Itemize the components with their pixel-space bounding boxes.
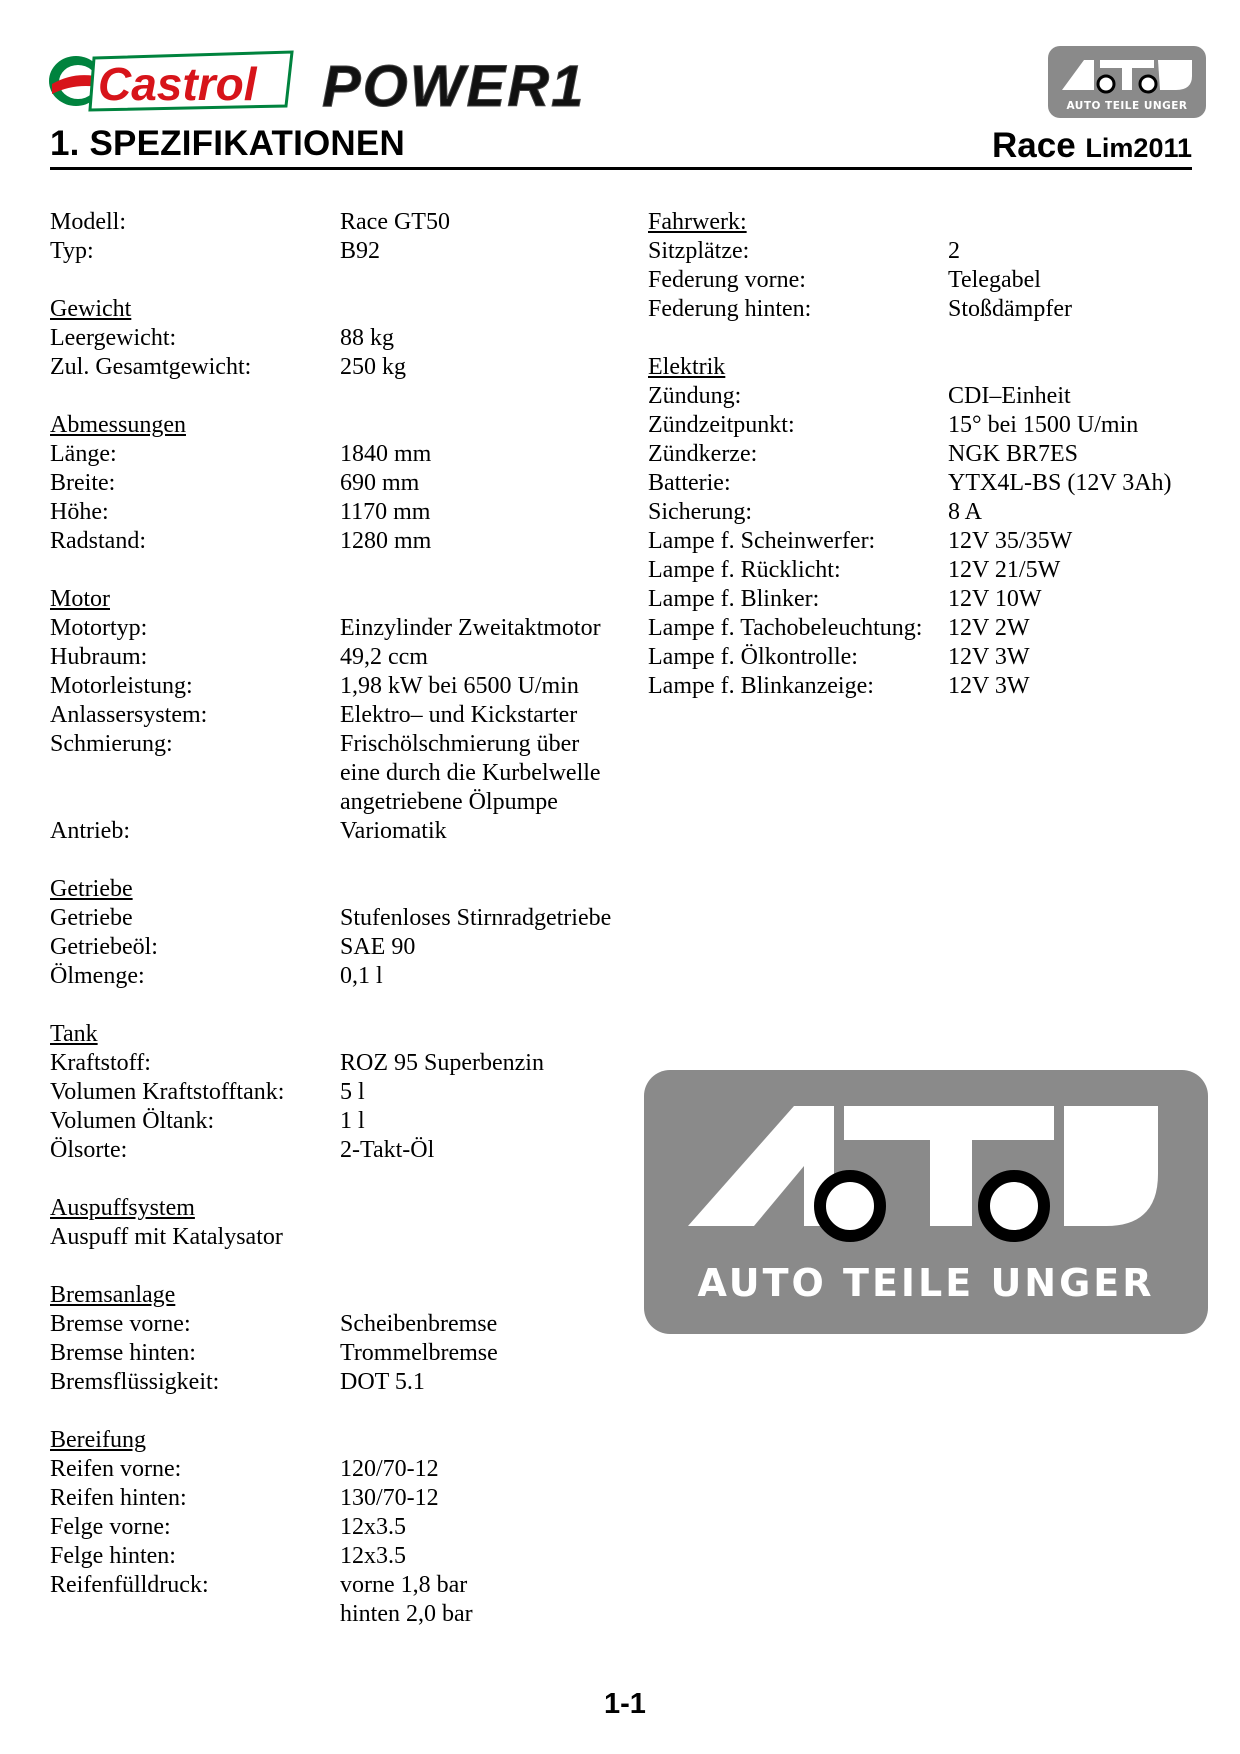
- spec-value: Elektro– und Kickstarter: [340, 702, 578, 728]
- heading-rule: [50, 167, 1192, 170]
- spec-row: [648, 643, 1208, 672]
- spec-row: [50, 1484, 650, 1513]
- section-heading: Auspuffsystem: [50, 1195, 195, 1221]
- model-tag: [992, 126, 1192, 166]
- spec-label: Bremse vorne:: [50, 1311, 191, 1337]
- spec-row: [648, 382, 1208, 411]
- spec-value: DOT 5.1: [340, 1369, 425, 1395]
- spec-row: [648, 411, 1208, 440]
- spec-label: Zündkerze:: [648, 441, 758, 467]
- power1-logo: [318, 52, 608, 114]
- svg-text:AUTO TEILE UNGER: AUTO TEILE UNGER: [1066, 100, 1188, 112]
- svg-text:AUTO TEILE UNGER: AUTO TEILE UNGER: [697, 1261, 1155, 1305]
- spec-value: 12x3.5: [340, 1514, 406, 1540]
- spec-value: ROZ 95 Superbenzin: [340, 1050, 544, 1076]
- spec-value: SAE 90: [340, 934, 416, 960]
- spec-row: [648, 469, 1208, 498]
- spec-label: Zündzeitpunkt:: [648, 412, 795, 438]
- spec-label: Zul. Gesamtgewicht:: [50, 354, 252, 380]
- section-heading: Bremsanlage: [50, 1282, 176, 1308]
- spec-value: 0,1 l: [340, 963, 383, 989]
- spec-value: 1 l: [340, 1108, 365, 1134]
- spec-row: [648, 556, 1208, 585]
- spec-row: [50, 527, 650, 556]
- spec-value: Trommelbremse: [340, 1340, 498, 1366]
- spec-label: Anlassersystem:: [50, 702, 208, 728]
- spec-row: [648, 440, 1208, 469]
- section-heading: Getriebe: [50, 876, 133, 902]
- castrol-logo: [46, 48, 296, 114]
- spec-label: Reifen hinten:: [50, 1485, 187, 1511]
- spec-label: Federung hinten:: [648, 296, 812, 322]
- spec-label: Leergewicht:: [50, 325, 177, 351]
- spec-label: Länge:: [50, 441, 117, 467]
- spec-value: 1840 mm: [340, 441, 432, 467]
- spec-value: 1,98 kW bei 6500 U/min: [340, 673, 579, 699]
- spec-label: Volumen Öltank:: [50, 1108, 215, 1134]
- spec-label: Felge hinten:: [50, 1543, 176, 1569]
- spec-label: Auspuff mit Katalysator: [50, 1224, 283, 1250]
- spec-value: hinten 2,0 bar: [340, 1601, 473, 1627]
- spec-value: 12V 21/5W: [948, 557, 1061, 583]
- spec-label: Ölmenge:: [50, 963, 145, 989]
- spec-label: Reifenfülldruck:: [50, 1572, 209, 1598]
- spec-row: [50, 614, 650, 643]
- spec-row: [50, 353, 650, 382]
- spec-row: [50, 933, 650, 962]
- spec-label: Sitzplätze:: [648, 238, 750, 264]
- section-heading: Tank: [50, 1021, 98, 1047]
- atu-logo-small: [1048, 46, 1206, 118]
- spec-label: Typ:: [50, 238, 94, 264]
- spec-label: Bremsflüssigkeit:: [50, 1369, 220, 1395]
- spec-label: Höhe:: [50, 499, 109, 525]
- spec-row: [50, 1107, 650, 1136]
- spec-value: 12V 3W: [948, 644, 1030, 670]
- section-heading: Elektrik: [648, 354, 726, 380]
- spec-row: [50, 759, 650, 788]
- model-tag-main: Race: [992, 126, 1076, 165]
- spec-row: [50, 469, 650, 498]
- spec-value: 12x3.5: [340, 1543, 406, 1569]
- spacer: [50, 846, 650, 875]
- spacer: [648, 324, 1208, 353]
- spec-value: 88 kg: [340, 325, 394, 351]
- spec-row: [50, 1542, 650, 1571]
- section-heading: Fahrwerk:: [648, 209, 747, 235]
- spec-value: Telegabel: [948, 267, 1041, 293]
- spacer: [50, 1165, 650, 1194]
- spec-row: [50, 904, 650, 933]
- spec-value: Einzylinder Zweitaktmotor: [340, 615, 601, 641]
- spec-value: vorne 1,8 bar: [340, 1572, 468, 1598]
- spec-label: Kraftstoff:: [50, 1050, 151, 1076]
- spec-row: [50, 1078, 650, 1107]
- spec-row: [50, 701, 650, 730]
- spec-label: Motortyp:: [50, 615, 148, 641]
- spec-value: 1280 mm: [340, 528, 432, 554]
- spec-row: [50, 788, 650, 817]
- spec-label: Modell:: [50, 209, 126, 235]
- spec-label: Zündung:: [648, 383, 742, 409]
- spec-row: [50, 730, 650, 759]
- spec-row: [50, 672, 650, 701]
- spec-column-right: [648, 208, 1208, 701]
- spec-label: Radstand:: [50, 528, 146, 554]
- spec-row: [648, 585, 1208, 614]
- spec-value: B92: [340, 238, 381, 264]
- spec-value: 690 mm: [340, 470, 420, 496]
- spec-value: YTX4L-BS (12V 3Ah): [948, 470, 1172, 496]
- spec-label: Breite:: [50, 470, 116, 496]
- spec-value: angetriebene Ölpumpe: [340, 789, 558, 815]
- spec-value: 5 l: [340, 1079, 365, 1105]
- spec-row: [50, 1600, 650, 1629]
- section-heading: Bereifung: [50, 1427, 146, 1453]
- spec-row: [648, 266, 1208, 295]
- spec-value: 8 A: [948, 499, 983, 525]
- spec-value: Variomatik: [340, 818, 447, 844]
- spacer: [50, 1397, 650, 1426]
- spec-label: Antrieb:: [50, 818, 130, 844]
- svg-text:POWER1: POWER1: [322, 54, 586, 114]
- spec-label: Volumen Kraftstofftank:: [50, 1079, 285, 1105]
- spec-row: [50, 1310, 650, 1339]
- spec-row: [50, 498, 650, 527]
- spec-label: Lampe f. Blinkanzeige:: [648, 673, 874, 699]
- spec-label: Felge vorne:: [50, 1514, 171, 1540]
- spec-row: [648, 295, 1208, 324]
- spec-row: [50, 1513, 650, 1542]
- spec-value: Stoßdämpfer: [948, 296, 1072, 322]
- spec-row: [50, 1049, 650, 1078]
- spacer: [50, 556, 650, 585]
- spec-value: 49,2 ccm: [340, 644, 428, 670]
- spec-value: 12V 2W: [948, 615, 1030, 641]
- spacer: [50, 991, 650, 1020]
- spec-label: Lampe f. Blinker:: [648, 586, 820, 612]
- spec-value: 1170 mm: [340, 499, 431, 525]
- spec-value: NGK BR7ES: [948, 441, 1079, 467]
- spec-row: [648, 498, 1208, 527]
- spec-row: [50, 1455, 650, 1484]
- spec-label: Lampe f. Ölkontrolle:: [648, 644, 858, 670]
- spec-label: Hubraum:: [50, 644, 148, 670]
- spec-label: Motorleistung:: [50, 673, 193, 699]
- spec-label: Reifen vorne:: [50, 1456, 182, 1482]
- spec-label: Batterie:: [648, 470, 731, 496]
- spec-row: [50, 1368, 650, 1397]
- spec-row: [50, 324, 650, 353]
- spec-row: [50, 1136, 650, 1165]
- spec-value: 2-Takt-Öl: [340, 1137, 435, 1163]
- spec-value: eine durch die Kurbelwelle: [340, 760, 601, 786]
- atu-logo-large: [644, 1070, 1208, 1334]
- spec-value: 12V 10W: [948, 586, 1042, 612]
- section-heading: Abmessungen: [50, 412, 186, 438]
- spec-row: [648, 672, 1208, 701]
- spec-value: 2: [948, 238, 960, 264]
- spec-label: Schmierung:: [50, 731, 173, 757]
- spec-row: [50, 237, 650, 266]
- spec-label: Ölsorte:: [50, 1137, 128, 1163]
- spec-row: [50, 208, 650, 237]
- spec-value: Scheibenbremse: [340, 1311, 498, 1337]
- model-tag-sub: Lim2011: [1085, 133, 1192, 163]
- svg-text:Castrol: Castrol: [98, 58, 257, 110]
- page-title: 1. SPEZIFIKATIONEN: [50, 124, 405, 163]
- spec-label: Getriebeöl:: [50, 934, 158, 960]
- spec-value: 15° bei 1500 U/min: [948, 412, 1139, 438]
- spec-label: Getriebe: [50, 905, 133, 931]
- spec-value: CDI–Einheit: [948, 383, 1071, 409]
- spec-column-left: [50, 208, 650, 1629]
- spec-row: [50, 962, 650, 991]
- spacer: [50, 1252, 650, 1281]
- section-heading: Gewicht: [50, 296, 132, 322]
- spec-value: Stufenloses Stirnradgetriebe: [340, 905, 612, 931]
- spacer: [50, 266, 650, 295]
- spec-label: Federung vorne:: [648, 267, 806, 293]
- spec-value: 12V 3W: [948, 673, 1030, 699]
- spec-row: [50, 643, 650, 672]
- spacer: [50, 382, 650, 411]
- spec-row: [648, 237, 1208, 266]
- spec-label: Lampe f. Scheinwerfer:: [648, 528, 876, 554]
- spec-value: 130/70-12: [340, 1485, 439, 1511]
- section-heading: Motor: [50, 586, 110, 612]
- spec-row: [50, 440, 650, 469]
- spec-row: [50, 1339, 650, 1368]
- spec-row: [50, 1223, 650, 1252]
- spec-value: Race GT50: [340, 209, 450, 235]
- spec-label: Lampe f. Rücklicht:: [648, 557, 841, 583]
- spec-row: [50, 1571, 650, 1600]
- spec-label: Lampe f. Tachobeleuchtung:: [648, 615, 923, 641]
- spec-label: Sicherung:: [648, 499, 752, 525]
- spec-label: Bremse hinten:: [50, 1340, 196, 1366]
- spec-value: Frischölschmierung über: [340, 731, 580, 757]
- spec-value: 120/70-12: [340, 1456, 439, 1482]
- spec-row: [648, 614, 1208, 643]
- spec-value: 12V 35/35W: [948, 528, 1073, 554]
- spec-value: 250 kg: [340, 354, 406, 380]
- spec-row: [648, 527, 1208, 556]
- page-number: 1-1: [604, 1688, 646, 1720]
- spec-row: [50, 817, 650, 846]
